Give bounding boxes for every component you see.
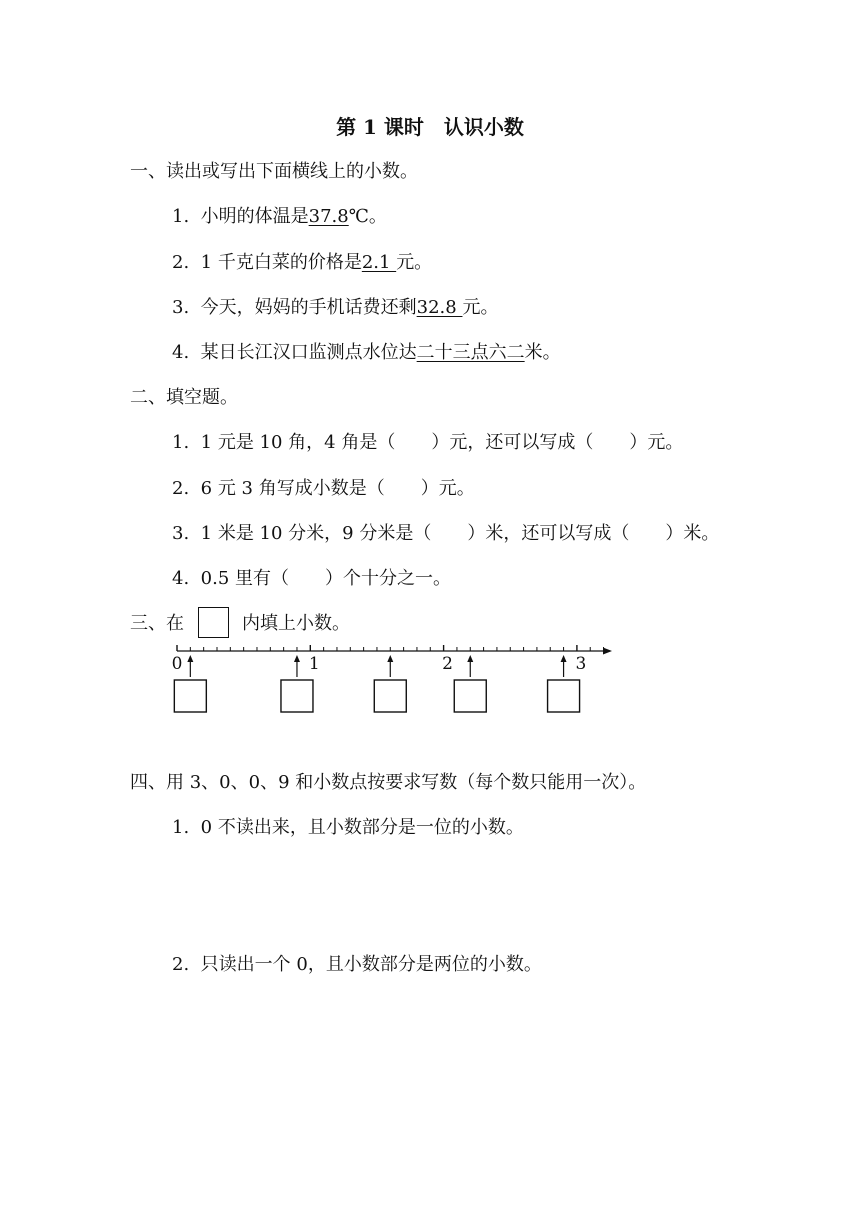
answer-box — [454, 680, 486, 712]
item-text: 1 元是 10 角，4 角是（ ）元，还可以写成（ ）元。 — [200, 432, 684, 453]
item-text: 小明的体温是 — [200, 206, 309, 227]
item-number: 3. — [172, 297, 190, 318]
up-arrow-head — [561, 655, 567, 662]
section3-heading-start: 三、在 — [130, 613, 184, 634]
answer-box — [548, 680, 580, 712]
item-number: 3. — [172, 523, 190, 544]
up-arrow-head — [387, 655, 393, 662]
underlined-value: 37.8 — [308, 206, 349, 227]
tick-label: 0 — [171, 654, 183, 674]
underlined-value: 2.1 — [361, 252, 397, 273]
item-number: 2. — [172, 478, 190, 499]
item-text: 某日长江汉口监测点水位达 — [200, 342, 417, 363]
answer-box — [281, 680, 313, 712]
section4-heading: 四、用 3、0、0、9 和小数点按要求写数（每个数只能用一次）。 — [130, 772, 647, 793]
item-number: 2. — [172, 252, 190, 273]
up-arrow-head — [294, 655, 300, 662]
item-text-end: 元。 — [396, 252, 433, 273]
axis-arrowhead — [603, 648, 612, 655]
up-arrow-head — [467, 655, 473, 662]
tick-label: 2 — [442, 654, 454, 674]
tick-label: 3 — [575, 654, 587, 674]
underlined-value: 32.8 — [416, 297, 463, 318]
item-number: 4. — [172, 568, 190, 589]
item-text-end: 米。 — [524, 342, 561, 363]
tick-label: 1 — [308, 654, 320, 674]
item-text: 0 不读出来，且小数部分是一位的小数。 — [200, 817, 524, 838]
item-text: 1 米是 10 分米，9 分米是（ ）米，还可以写成（ ）米。 — [200, 523, 720, 544]
underlined-value: 二十三点六二 — [416, 342, 525, 363]
item-text: 0.5 里有（ ）个十分之一。 — [200, 568, 451, 589]
item-number: 1. — [172, 817, 190, 838]
section3-heading-end: 内填上小数。 — [242, 613, 350, 634]
answer-box — [374, 680, 406, 712]
item-number: 1. — [172, 432, 190, 453]
item-text: 只读出一个 0，且小数部分是两位的小数。 — [200, 954, 542, 975]
up-arrow-head — [187, 655, 193, 662]
item-text: 6 元 3 角写成小数是（ ）元。 — [200, 478, 475, 499]
answer-box — [174, 680, 206, 712]
item-text: 今天，妈妈的手机话费还剩 — [200, 297, 417, 318]
item-text: 1 千克白菜的价格是 — [200, 252, 362, 273]
section2-heading: 二、填空题。 — [130, 387, 238, 408]
item-number: 4. — [172, 342, 190, 363]
section1-heading: 一、读出或写出下面横线上的小数。 — [130, 161, 418, 182]
page-title: 第 1 课时 认识小数 — [336, 115, 524, 139]
item-text-end: 元。 — [462, 297, 499, 318]
section4-item-2 — [172, 956, 542, 974]
item-number: 2. — [172, 954, 190, 975]
item-number: 1. — [172, 206, 190, 227]
item-text-end: ℃。 — [348, 206, 387, 227]
section4-item-1 — [172, 819, 524, 837]
